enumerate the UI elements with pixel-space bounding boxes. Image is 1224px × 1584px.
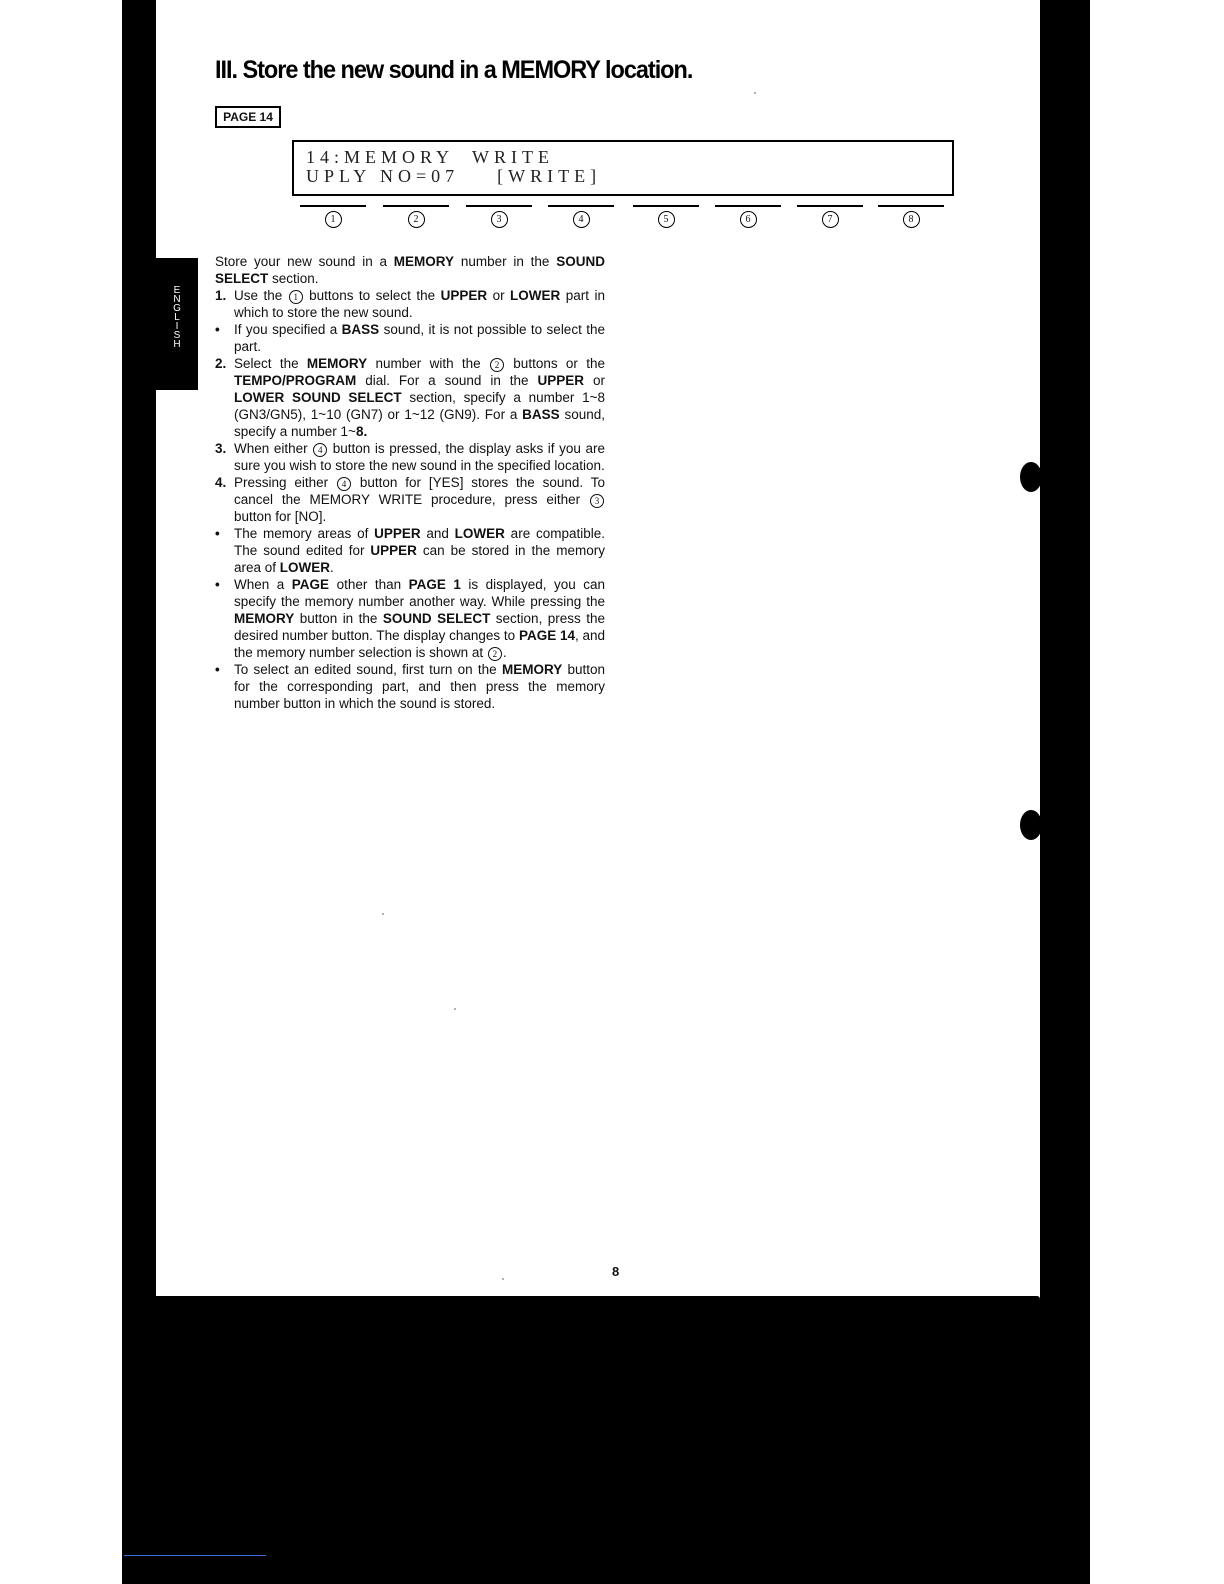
step-number: 2. [215,356,227,371]
button-number: 1 [325,211,342,228]
scan-speck [454,1008,456,1010]
step-1: 1. Use the 1 buttons to select the UPPER or LOWER part in which to store the new sound. [215,288,605,320]
bullet: • [215,662,220,677]
button-number: 8 [903,211,920,228]
side-tab-letter: N [173,294,181,305]
side-tab-letter: L [174,312,180,323]
button-number: 3 [491,211,508,228]
step-4: 4. Pressing either 4 button for [YES] stores the sound. To cancel the MEMORY WRITE procedure, press either 3 button for [NO]. [215,475,605,524]
scan-speck [754,92,756,94]
step-3: 3. When either 4 button is pressed, the display asks if you are sure you wish to store the new sound in the specified location. [215,441,605,473]
side-tab-letter: S [173,330,181,341]
note-compatible: • The memory areas of UPPER and LOWER are compatible. The sound edited for UPPER can be stored in the memory area of LOWER. [215,526,605,575]
circled-number-icon: 4 [313,443,327,457]
lcd-button-1 [300,205,366,228]
scan-underline [124,1555,266,1556]
circled-number-icon: 3 [590,494,604,508]
button-number: 4 [573,211,590,228]
bullet: • [215,577,220,592]
section-heading: III. Store the new sound in a MEMORY location. [215,56,693,84]
intro-paragraph: Store your new sound in a MEMORY number in the SOUND SELECT section. [215,254,605,286]
scan-border-left [122,0,156,1300]
lcd-display [292,140,954,196]
lcd-line-2: UPLY NO=07 [WRITE] [306,166,602,186]
circled-number-icon: 4 [337,477,351,491]
note-bass: • If you specified a BASS sound, it is not possible to select the part. [215,322,605,354]
bullet: • [215,322,220,337]
binder-hole-top [1020,462,1042,492]
side-tab-letter: H [173,339,181,350]
lcd-button-8 [878,205,944,228]
step-number: 3. [215,441,227,456]
step-number: 1. [215,288,227,303]
scan-border-bottom [122,1300,1090,1584]
lcd-button-3 [466,205,532,228]
lcd-button-7 [797,205,863,228]
lcd-button-4 [548,205,614,228]
button-number: 2 [408,211,425,228]
side-tab-letter: G [173,303,181,314]
lcd-button-6 [715,205,781,228]
scan-speck [382,913,384,915]
note-other-page: • When a PAGE other than PAGE 1 is displayed, you can specify the memory number another way. While pressing the MEMORY button in the SOUND SELECT section, press the desired number button. The display changes to PAGE 14, and the memory number selection is shown at 2 . [215,577,606,660]
lcd-button-row [300,205,950,235]
circled-number-icon: 2 [490,358,504,372]
step-2: 2. Select the MEMORY number with the 2 buttons or the TEMPO/PROGRAM dial. For a sound in the UPPER or LOWER SOUND SELECT section, specify a number 1~8 (GN3/GN5), 1~10 (GN7) or 1~12 (GN9). For a BASS sound, specify a number 1~8. [215,356,605,439]
scan-page-edge [150,1296,1040,1302]
button-number: 7 [822,211,839,228]
side-tab-letter: E [173,285,181,296]
scan-speck [502,1278,504,1280]
circled-number-icon: 2 [488,647,502,661]
button-number: 6 [740,211,757,228]
lcd-button-2 [383,205,449,228]
page-number: 8 [612,1264,620,1279]
lcd-button-5 [633,205,699,228]
binder-hole-bottom [1020,810,1042,840]
bullet: • [215,526,220,541]
instructions [215,253,605,712]
circled-number-icon: 1 [289,290,303,304]
language-side-tab [156,258,198,390]
lcd-line-1: 14:MEMORY WRITE [306,147,555,167]
side-tab-letter: I [175,321,179,332]
page-badge: PAGE 14 [215,106,281,128]
step-number: 4. [215,475,227,490]
note-select-edited: • To select an edited sound, first turn on the MEMORY button for the corresponding part, and then press the memory number button in which the sound is stored. [215,662,605,711]
button-number: 5 [658,211,675,228]
